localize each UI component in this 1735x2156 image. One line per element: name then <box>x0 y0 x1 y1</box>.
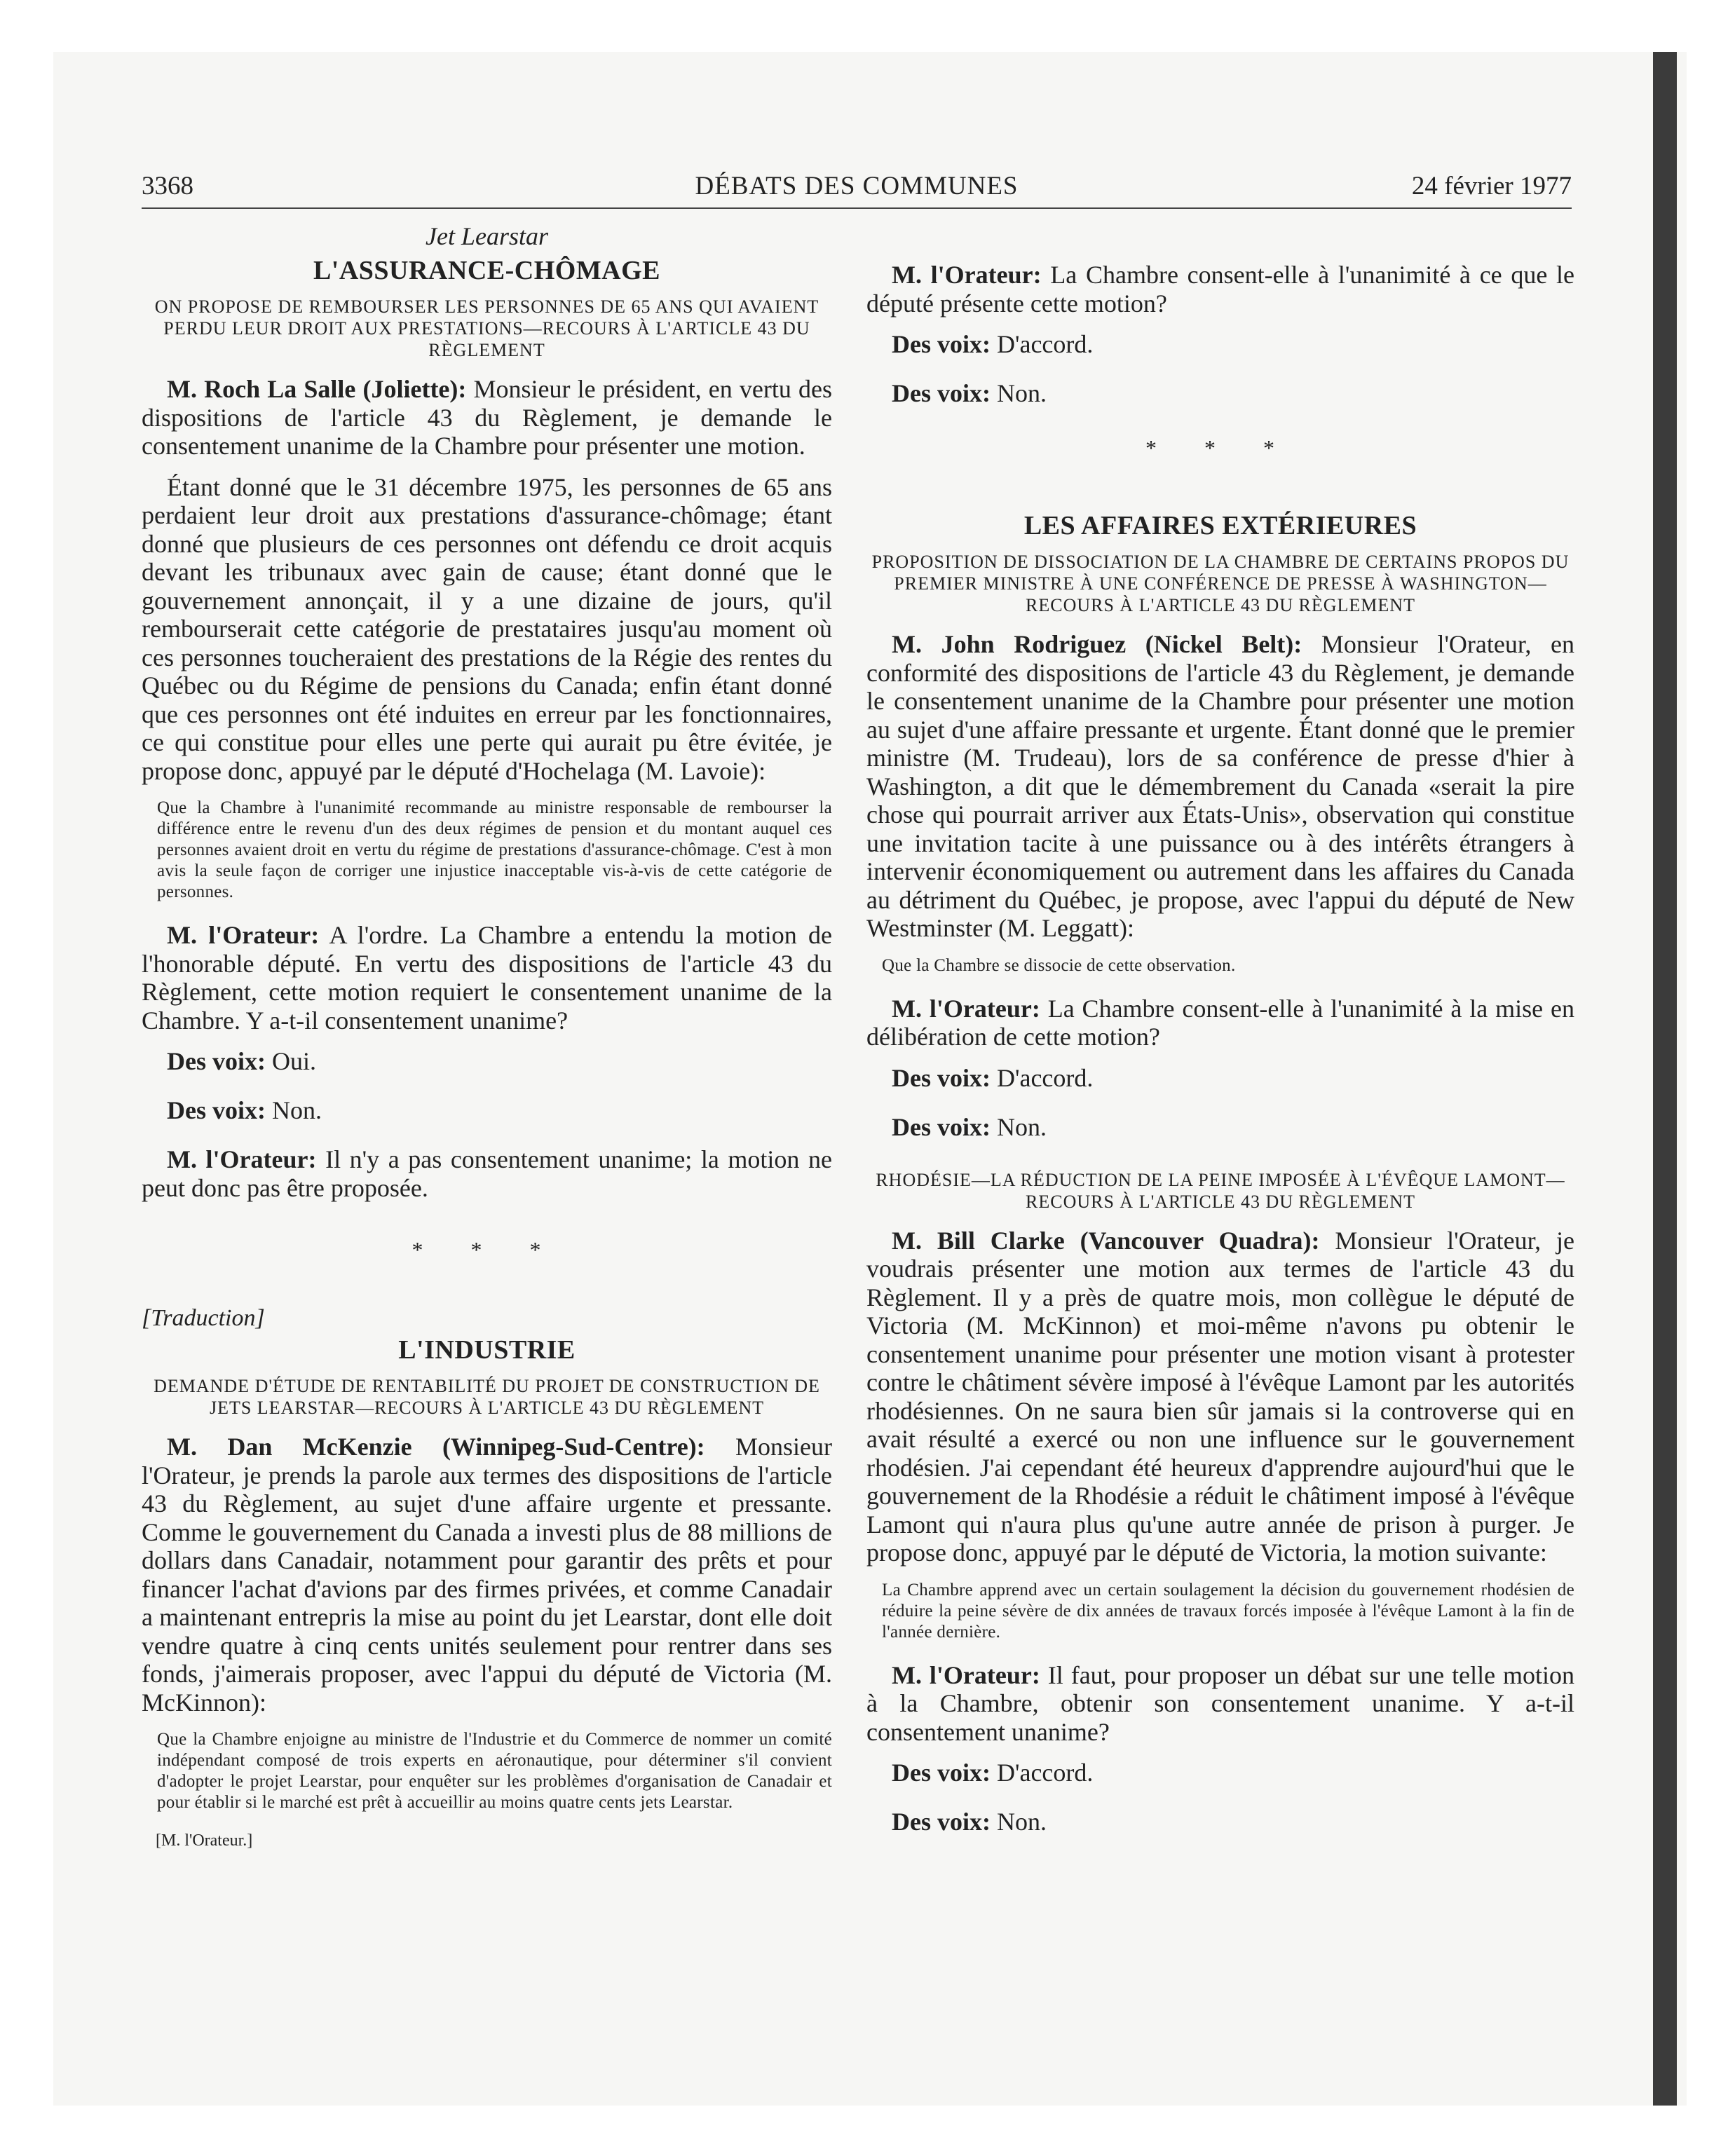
speaker-name: M. Roch La Salle (Joliette): <box>167 375 467 403</box>
speech-text: Non. <box>990 1112 1047 1141</box>
journal-title: DÉBATS DES COMMUNES <box>695 172 1019 200</box>
speech-paragraph <box>866 995 1574 1051</box>
speech-text: Monsieur l'Orateur, je voudrais présenter une motion aux termes de l'article 43 du Règlement. Il y a près de quatre mois, mon collègue le député de Victoria (M. McKinnon) et moi-même n'avons pu obtenir le consentement unanime pour présenter une motion visant à protester contre le châtiment sévère imposé à l'évêque Lamont par les autorités rhodésiennes. On ne saura bien sûr jamais si la controverse qui en avait résulté a exercé ou non une influence sur le gouvernement rhodésien. J'ai cependant été heureux d'apprendre aujourd'hui que le gouvernement de la Rhodésie a réduit le châtiment imposé à l'évêque Lamont qui n'aura plus qu'une autre année de prison à purger. Je propose donc, appuyé par le député de Victoria, la motion suivante: <box>866 1226 1575 1567</box>
speaker-name: Des voix: <box>167 1047 266 1075</box>
speaker-name: Des voix: <box>892 1759 991 1787</box>
speaker-name: M. John Rodriguez (Nickel Belt): <box>892 630 1302 658</box>
speech-paragraph <box>866 1661 1574 1747</box>
speech-paragraph <box>142 1433 832 1717</box>
motion-text: Que la Chambre enjoigne au ministre de l'Industrie et du Commerce de nommer un comité indépendant composé de trois experts en aéronautique, pour déterminer s'il convient d'adopter le projet Learstar, pour enquêter sur les problèmes d'organisation de Canadair et pour établir si le marché est prêt à accueillir au moins quatre cents jets Learstar. <box>157 1730 832 1812</box>
speech-text: Il n'y a pas consentement unanime; la motion ne peut donc pas être proposée. <box>142 1145 832 1202</box>
left-column <box>142 221 832 1850</box>
speaker-name: Des voix: <box>892 379 991 407</box>
speaker-name: M. l'Orateur: <box>167 1145 317 1173</box>
page-footnote: [M. l'Orateur.] <box>156 1831 253 1850</box>
section-subtitle-industrie: DEMANDE D'ÉTUDE DE RENTABILITÉ DU PROJET DE CONSTRUCTION DE JETS LEARSTAR—RECOURS À L'ARTICLE 43 DU RÈGLEMENT <box>154 1376 820 1418</box>
speech-text: D'accord. <box>990 1063 1094 1092</box>
speech-paragraph: Étant donné que le 31 décembre 1975, les personnes de 65 ans perdaient leur droit aux prestations d'assurance-chômage; étant donné que plusieurs de ces personnes ont défendu ce droit acquis devant les tribunaux avec gain de cause; étant donné que le gouvernement annonçait, il y a une dizaine de jours, qu'il rembourserait cette catégorie de prestataires jusqu'au moment où ces personnes toucheraient des prestations de la Régie des rentes du Québec ou du Régime de pensions du Canada; enfin étant donné que ces personnes ont été induites en erreur par les fonctionnaires, ce qui constitue pour elles une perte qui aurait pu être évitée, je propose donc, appuyé par le député d'Hochelaga (M. Lavoie): <box>142 472 832 785</box>
speech-paragraph <box>866 1227 1574 1567</box>
right-column <box>866 261 1574 1857</box>
section-subtitle-assurance-chomage: ON PROPOSE DE REMBOURSER LES PERSONNES DE 65 ANS QUI AVAIENT PERDU LEUR DROIT AUX PRESTATIONS—RECOURS À L'ARTICLE 43 DU RÈGLEMENT <box>154 296 819 360</box>
voices-line <box>866 1113 1574 1141</box>
speaker-name: M. l'Orateur: <box>167 921 320 949</box>
speech-text: La Chambre consent-elle à l'unanimité à ce que le député présente cette motion? <box>866 261 1574 318</box>
speech-paragraph <box>142 921 832 1035</box>
voices-line <box>142 1047 832 1075</box>
speaker-name: Des voix: <box>892 1063 991 1092</box>
section-separator: * * * <box>1145 435 1295 460</box>
scan-edge-shadow <box>1653 52 1677 2106</box>
speech-text: Non. <box>990 1808 1047 1836</box>
issue-date: 24 février 1977 <box>1411 172 1572 200</box>
speech-text: Oui. <box>265 1047 316 1075</box>
speech-paragraph <box>142 375 832 460</box>
speech-text: Non. <box>990 379 1047 407</box>
speaker-name: Des voix: <box>167 1096 266 1124</box>
speaker-name: M. l'Orateur: <box>892 261 1042 289</box>
speech-paragraph <box>866 630 1574 943</box>
speaker-name: Des voix: <box>892 330 991 358</box>
speech-text: Monsieur le président, en vertu des dispositions de l'article 43 du Règlement, je demande le consentement unanime de la Chambre pour présenter une motion. <box>142 375 832 460</box>
voices-line <box>142 1096 832 1124</box>
speaker-name: Des voix: <box>892 1112 991 1141</box>
speaker-name: M. l'Orateur: <box>892 994 1040 1023</box>
speech-text: D'accord. <box>990 330 1094 358</box>
speaker-name: M. Bill Clarke (Vancouver Quadra): <box>892 1226 1320 1255</box>
page-header <box>142 167 1572 209</box>
speech-text: Il faut, pour proposer un débat sur une telle motion à la Chambre, obtenir son consentement unanime. Y a-t-il consentement unanime? <box>866 1660 1574 1746</box>
speaker-name: M. Dan McKenzie (Winnipeg-Sud-Centre): <box>167 1433 705 1461</box>
voices-line <box>866 1759 1574 1787</box>
speech-text: Monsieur l'Orateur, en conformité des dispositions de l'article 43 du Règlement, je demande le consentement unanime de la Chambre pour présenter une motion au sujet d'une affaire pressante et urgente. Étant donné que le premier ministre (M. Trudeau), lors de sa conférence de presse d'hier à Washington, a dit que le démembrement du Canada «serait la pire chose qui pourrait arriver aux États-Unis», observation qui constitue une invitation tacite à une puissance ou à des intérêts étrangers à intervenir économiquement ou autrement dans les affaires du Canada au détriment du Québec, je propose, avec l'appui du député de New Westminster (M. Leggatt): <box>866 630 1574 942</box>
speech-text: D'accord. <box>990 1759 1094 1787</box>
translation-note: [Traduction] <box>142 1305 265 1331</box>
section-separator: * * * <box>411 1237 562 1262</box>
speech-text: Non. <box>265 1096 322 1124</box>
motion-text: Que la Chambre se dissocie de cette observation. <box>882 955 1236 975</box>
page-number: 3368 <box>142 172 193 200</box>
speech-text: A l'ordre. La Chambre a entendu la motion de l'honorable député. En vertu des dispositions de l'article 43 du Règlement, cette motion requiert le consentement unanime de la Chambre. Y a-t-il consentement unanime? <box>142 921 832 1035</box>
voices-line <box>866 1808 1574 1836</box>
speaker-name: M. l'Orateur: <box>892 1660 1040 1689</box>
section-title-assurance-chomage: L'ASSURANCE-CHÔMAGE <box>313 256 661 285</box>
voices-line <box>866 379 1574 407</box>
speech-text: Monsieur l'Orateur, je prends la parole aux termes des dispositions de l'article 43 du Règlement, au sujet d'une affaire urgente et pressante. Comme le gouvernement du Canada a investi plus de 88 millions de dollars dans Canadair, notamment pour garantir des prêts et pour financer l'achat d'avions par des firmes privées, et comme Canadair a maintenant entrepris la mise au point du jet Learstar, dont elle doit vendre quatre à cinq cents unités seulement pour rentrer dans ses fonds, j'aimerais proposer, avec l'appui du député de Victoria (M. McKinnon): <box>142 1433 832 1717</box>
motion-text: La Chambre apprend avec un certain soulagement la décision du gouvernement rhodésien de réduire la peine sévère de dix années de travaux forcés imposée à l'évêque Lamont à la fin de l'année dernière. <box>882 1580 1574 1642</box>
section-subtitle-affaires-exterieures: PROPOSITION DE DISSOCIATION DE LA CHAMBRE DE CERTAINS PROPOS DU PREMIER MINISTRE À UNE CONFÉRENCE DE PRESSE À WASHINGTON—RECOURS À L'ARTICLE 43 DU RÈGLEMENT <box>871 552 1570 615</box>
running-title: Jet Learstar <box>426 222 548 250</box>
speech-paragraph <box>866 261 1574 318</box>
section-title-industrie: L'INDUSTRIE <box>398 1335 576 1365</box>
voices-line <box>866 1064 1574 1092</box>
speech-text: La Chambre consent-elle à l'unanimité à la mise en délibération de cette motion? <box>866 994 1574 1051</box>
speaker-name: Des voix: <box>892 1808 991 1836</box>
speech-paragraph <box>142 1145 832 1202</box>
voices-line <box>866 330 1574 358</box>
section-title-affaires-exterieures: LES AFFAIRES EXTÉRIEURES <box>1023 511 1417 540</box>
motion-text: Que la Chambre à l'unanimité recommande au ministre responsable de rembourser la différence entre le revenu d'un des deux régimes de pension et du montant auquel ces personnes avaient droit en vertu du régime de prestations d'assurance-chômage. C'est à mon avis la seule façon de corriger une injustice inacceptable vis-à-vis de cette catégorie de personnes. <box>157 798 832 901</box>
section-subtitle-rhodesie: RHODÉSIE—LA RÉDUCTION DE LA PEINE IMPOSÉE À L'ÉVÊQUE LAMONT—RECOURS À L'ARTICLE 43 DU RÈGLEMENT <box>876 1169 1565 1212</box>
